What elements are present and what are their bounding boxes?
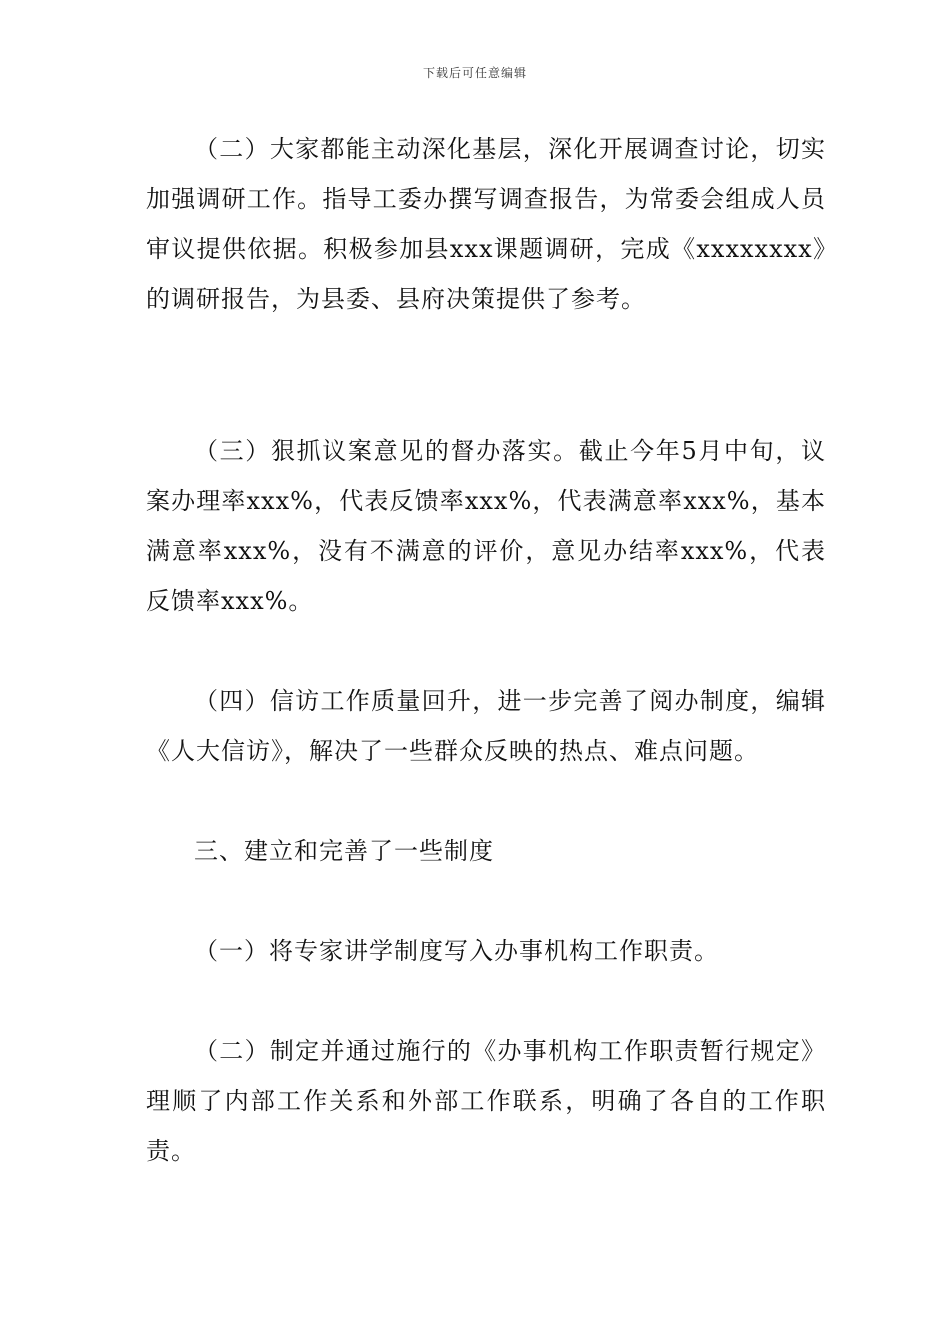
paragraph-spacer [146, 776, 826, 826]
section-heading-systems: 三、建立和完善了一些制度 [194, 837, 494, 865]
page-header: 下载后可任意编辑 [422, 66, 527, 80]
paragraph-expert-lecture: （一）将专家讲学制度写入办事机构工作职责。 [194, 937, 719, 965]
document-body [146, 124, 826, 1176]
paragraph-spacer [146, 626, 826, 676]
paragraph-spacer [146, 976, 826, 1026]
paragraph-spacer [146, 324, 826, 426]
paragraph-petition-work: （四）信访工作质量回升，进一步完善了阅办制度，编辑《人大信访》，解决了一些群众反映的热点、难点问题。 [146, 687, 826, 765]
paragraph-responsibility-rules: （二）制定并通过施行的《办事机构工作职责暂行规定》理顺了内部工作关系和外部工作联系，明确了各自的工作职责。 [146, 1037, 826, 1165]
paragraph-motion-supervision: （三）狠抓议案意见的督办落实。截止今年5月中旬，议案办理率xxx%，代表反馈率xxx%，代表满意率xxx%，基本满意率xxx%，没有不满意的评价，意见办结率xxx%，代表反馈率xxx%。 [146, 437, 826, 615]
paragraph-spacer [146, 876, 826, 926]
paragraph-survey-research: （二）大家都能主动深化基层，深化开展调查讨论，切实加强调研工作。指导工委办撰写调查报告，为常委会组成人员审议提供依据。积极参加县xxx课题调研，完成《xxxxxxxx》的调研报告，为县委、县府决策提供了参考。 [146, 135, 826, 313]
